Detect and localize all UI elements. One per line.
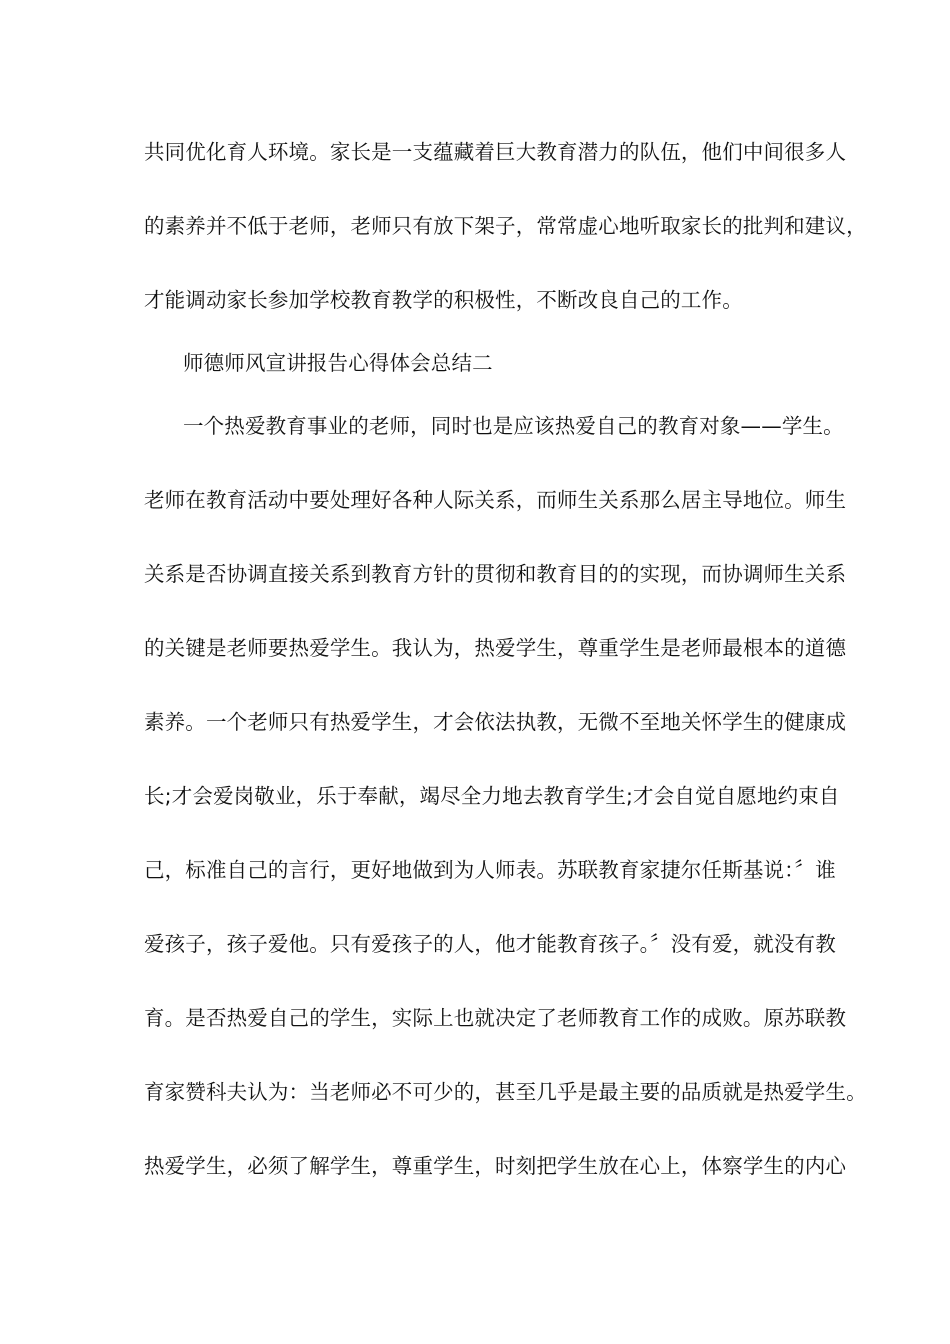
paragraph-line: 爱孩子，孩子爱他。只有爱孩子的人，他才能教育孩子。〞没有爱，就没有教 [144, 932, 836, 956]
paragraph-line: 的关键是老师要热爱学生。我认为，热爱学生，尊重学生是老师最根本的道德 [144, 636, 847, 660]
paragraph-line: 关系是否协调直接关系到教育方针的贯彻和教育目的的实现，而协调师生关系 [144, 562, 847, 586]
section-title: 师德师风宣讲报告心得体会总结二 [183, 351, 493, 375]
paragraph-line: 育。是否热爱自己的学生，实际上也就决定了老师教育工作的成败。原苏联教 [144, 1006, 847, 1030]
paragraph-line: 育家赞科夫认为：当老师必不可少的，甚至几乎是最主要的品质就是热爱学生。 [144, 1080, 867, 1104]
paragraph-line: 共同优化育人环境。家长是一支蕴藏着巨大教育潜力的队伍，他们中间很多人 [144, 140, 847, 164]
paragraph-line: 长;才会爱岗敬业，乐于奉献，竭尽全力地去教育学生;才会自觉自愿地约束自 [144, 784, 840, 808]
paragraph-line: 一个热爱教育事业的老师，同时也是应该热爱自己的教育对象——学生。 [183, 414, 844, 438]
paragraph-line: 己，标准自己的言行，更好地做到为人师表。苏联教育家捷尔任斯基说：〞谁 [144, 858, 836, 882]
paragraph-line: 素养。一个老师只有热爱学生，才会依法执教，无微不至地关怀学生的健康成 [144, 710, 847, 734]
paragraph-line: 老师在教育活动中要处理好各种人际关系，而师生关系那么居主导地位。师生 [144, 488, 847, 512]
paragraph-line: 热爱学生，必须了解学生，尊重学生，时刻把学生放在心上，体察学生的内心 [144, 1154, 847, 1178]
paragraph-line: 才能调动家长参加学校教育教学的积极性，不断改良自己的工作。 [144, 288, 743, 312]
paragraph-line: 的素养并不低于老师，老师只有放下架子，常常虚心地听取家长的批判和建议， [144, 214, 867, 238]
